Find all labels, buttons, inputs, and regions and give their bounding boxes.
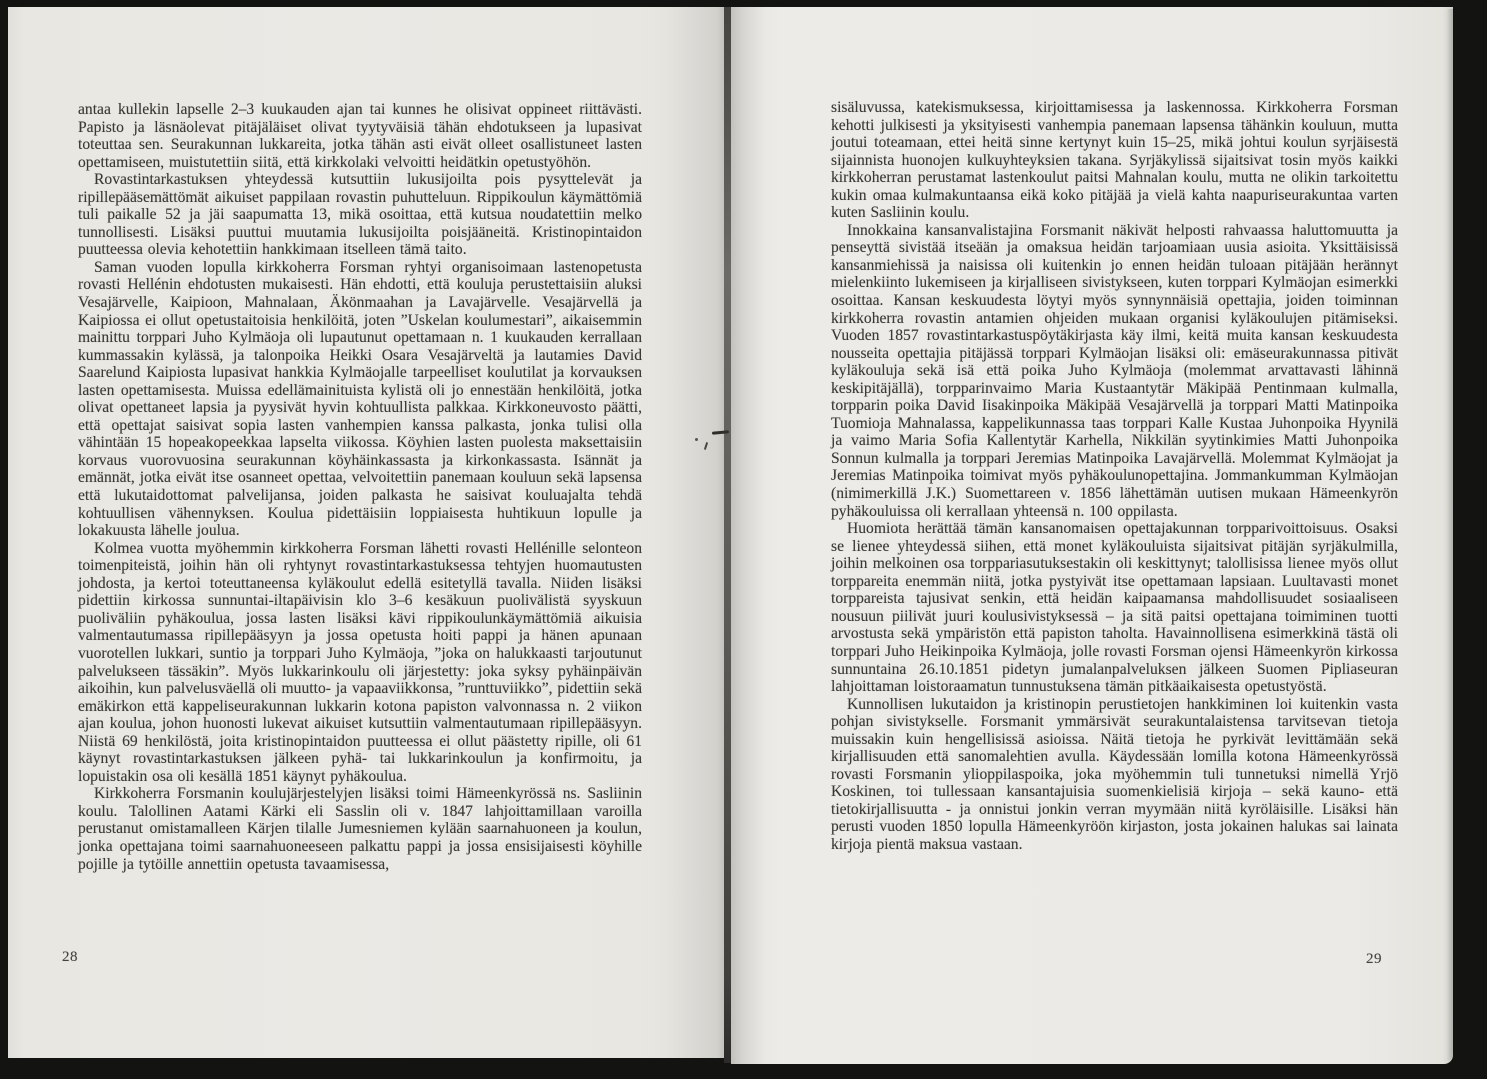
right-page [731,7,1453,1064]
gutter-shadow-right [731,7,765,1064]
paragraph: Huomiota herättää tämän kansanomaisen opettajakunnan torpparivoittoisuus. Osaksi se lienee yhteydessä siihen, että monet kyläkouluista sijaitsivat pitäjän syrjäkulmilla, joihin melkoinen osa torppariasutuksestakin oli keskittynyt; talollisissa lienee myös ollut torppareita enemmän niitä, jotka pystyivät itse opettamaan lapsiaan. Luultavasti monet torppareista tajusivat senkin, että heidän kaipaamansa mahdollisuudet sosiaaliseen nousuun piilivät juuri koulusivistyksessä – ja sitä paitsi opettajana toimiminen tuotti arvostusta sekä ympäristön että papiston taholta. Havainnollisena esimerkkinä tästä oli torppari Juho Heikinpoika Kylmäoja, jolle rovasti Forsman ojensi Hämeenkyrön kirkossa sunnuntaina 26.10.1851 pidetyn jumalanpalveluksen jälkeen Suomen Pipliaseuran lahjoittaman loistoraamatun tunnustuksena tämän pitkäaikaisesta opetustyöstä. [831,520,1398,696]
paragraph: Innokkaina kansanvalistajina Forsmanit näkivät helposti rahvaassa haluttomuutta ja penseyttä sivistää itseään ja omaksua heidän tarjoamiaan uusia asioita. Yksittäisissä kansanmiehissä ja naisissa oli kuitenkin jo ennen heidän tuloaan pitäjään herännyt mielenkiinto lukemiseen ja kirjalliseen sivistykseen, kuten torppari Kylmäojan esimerkki osoittaa. Kansan keskuudesta löytyi myös synnynnäisiä opettajia, joiden toiminnan kirkkoherra rovastin antamien ohjeiden mukaan organisi kyläkoulujen pitämiseksi. Vuoden 1857 rovastintarkastuspöytäkirjasta käy ilmi, keitä muita kansan keskuudesta nousseita opettajia pitäjässä torppari Kylmäojan lisäksi oli: emäseurakunnassa pitivät kyläkouluja sekä isä että poika Juho Kylmäoja (molemmat arvattavasti lähinnä keskipitäjällä), torpparinvaimo Maria Kustaantytär Mäkipää Pentinmaan kulmalla, torpparin poika David Iisakinpoika Mäkipää Vesajärvellä ja torppari Matti Matinpoika Tuomioja Mahnalassa, kappelikunnassa taas torppari Kalle Kustaa Juhonpoika Hyynilä ja vaimo Maria Sofia Kallentytär Karhella, Nikkilän syytinkimies Matti Juhonpoika Sonnun kulmalla ja torppari Jeremias Matinpoika Lavajärvellä. Molemmat Kylmäojat ja Jeremias Matinpoika toimivat myös pyhäkoulunopettajina. Jommankumman Kylmäojan (nimimerkillä J.K.) Suomettareen v. 1856 lähettämän uutisen mukaan Hämeenkyrön pyhäkouluissa oli kerrallaan yhteensä n. 100 oppilasta. [831,221,1398,520]
paragraph: Rovastintarkastuksen yhteydessä kutsuttiin lukusijoilta pois pysyttelevät ja ripillepääsemättömät aikuiset pappilaan rovastin puhutteluun. Rippikoulun käymättömiä tuli paikalle 52 ja jäi saapumatta 13, mikä osoittaa, että kutsua noudatettiin melko tunnollisesti. Lisäksi puuttui muutamia lukusijoilta poisjääneitä. Kristinopintaidon puutteessa olevia kehotettiin hankkimaan itselleen tämä taito. [78,171,642,259]
paragraph: Saman vuoden lopulla kirkkoherra Forsman ryhtyi organisoimaan lastenopetusta rovasti Hellénin ehdotusten mukaisesti. Hän ehdotti, että kouluja perustettaisiin aluksi Vesajärvelle, Kaipioon, Mahnalaan, Äkönmaahan ja Lavajärvelle. Vesajärvellä ja Kaipiossa ei ollut opetustaitoisia henkilöitä, joten ”Uskelan koulumestari”, aikaisemmin mainittu torppari Juho Kylmäoja oli lupautunut opettamaan n. 1 kuukauden kerrallaan kummassakin kylässä, ja talonpoika Heikki Osara Vesajärveltä ja lautamies David Saarelund Kaipiosta lupasivat hankkia Kylmäojalle tarpeelliset koulutilat ja korvauksen lasten opettamisesta. Muissa edellämainituista kylistä oli jo ennestään henkilöitä, jotka olivat opettaneet lapsia ja pyysivät hyvin kohtuullista palkkaa. Kirkkoneuvosto päätti, että opettajat saisivat sopia lasten vanhempien kanssa palkasta, jonka tulisi olla vähintään 15 hopeakopeekkaa lapselta viikossa. Köyhien lasten puolesta maksettaisiin korvaus vuorovuosina seurakunnan köyhäinkassasta ja kirkonkassasta. Isännät ja emännät, jotka eivät itse osanneet opettaa, velvoitettiin panemaan kouluun sekä lapsensa että lukutaidottomat palvelijansa, joiden palkasta he saisivat kouluajalta tehdä kohtuullisen vähennyksen. Koulua pidettäisiin loppiaisesta huhtikuun lopulle ja lokakuusta lähelle joulua. [78,258,642,540]
left-page [8,7,724,1058]
left-page-text [78,101,642,873]
right-page-number: 29 [1366,951,1382,967]
spine-gutter-line [724,7,731,1063]
gutter-shadow-left [664,7,724,1058]
paragraph: antaa kullekin lapselle 2–3 kuukauden ajan tai kunnes he olisivat oppineet riittävästi. Papisto ja läsnäolevat pitäjäläiset olivat tyytyväisiä tähän ehdotukseen ja lupasivat toteuttaa sen. Seurakunnan lukkareita, jotka tähän asti eivät olleet osallistuneet lasten opettamiseen, muistutettiin siitä, että kirkkolaki velvoitti heidätkin opetustyöhön. [78,101,642,171]
paragraph: Kolmea vuotta myöhemmin kirkkoherra Forsman lähetti rovasti Hellénille selonteon toimenpiteistä, joihin hän oli ryhtynyt rovastintarkastuksessa tehtyjen huomautusten johdosta, ja kertoi toteuttaneensa kyläkoulut edellä esitetyllä tavalla. Niiden lisäksi pidettiin kirkossa sunnuntai-iltapäivisin klo 3–6 kesäkuun puolivälistä syyskuun puoliväliin pyhäkoulua, jossa lasten lisäksi kävi rippikoulunkäymättömiä aikuisia valmentautumassa ripillepääsyyn ja jossa opetusta hoiti pappi ja hänen apunaan vuorotellen lukkari, suntio ja torppari Juho Kylmäoja, ”joka on halukkaasti tarjoutunut palvelukseen tässäkin”. Myös lukkarinkoulu oli järjestetty: joka syksy pyhäinpäivän aikoihin, kun palvelusväellä oli muutto- ja vapaaviikkonsa, ”runttuviikko”, pidettiin sekä emäkirkon että kappeliseurakunnan lukkarin kotona papiston valvonnassa n. 2 viikon ajan koulua, johon huonosti lukevat aikuiset kutsuttiin valmentautumaan ripillepääsyyn. Niistä 69 henkilöstä, joita kristinopintaidon puutteessa ei ollut päästetty ripille, oli 61 käynyt rovastintarkastuksen jälkeen pyhä- tai lukkarinkoulun ja konfirmoitu, ja lopuistakin osa oli kesällä 1851 käynyt pyhäkoulua. [78,539,642,785]
ink-smudge-dot [695,438,698,441]
paragraph: Kirkkoherra Forsmanin koulujärjestelyjen lisäksi toimi Hämeenkyrössä ns. Sasliinin koulu. Talollinen Aatami Kärki eli Sasslin oli v. 1847 lahjoittamillaan varoilla perustanut omistamalleen Kärjen tilalle Jumesniemen kylään saarnahuoneen ja koulun, jonka opettajana toimi saarnahuoneeseen palkattu pappi ja jossa ensisijaisesti köyhille pojille ja tytöille annettiin opetusta tavaamisessa, [78,785,642,873]
left-page-number: 28 [62,949,78,965]
paragraph: sisäluvussa, katekismuksessa, kirjoittamisessa ja laskennossa. Kirkkoherra Forsman kehotti julkisesti ja yksityisesti vanhempia panemaan lapsensa tähänkin kouluun, mutta joutui toteamaan, ettei heitä sinne kertynyt kuin 15–25, mikä johtui koulun syrjäisestä sijainnista huonojen kulkuyhteyksien takana. Syrjäkylissä sijaitsivat tosin myös kaikki kirkkoherran perustamat lastenkoulut paitsi Mahnalan koulu, mutta ne olikin tarkoitettu kukin omaa kulmakuntaansa eikä koko pitäjää ja vielä kahta naapuriseurakuntaa varten kuten Sasliinin koulu. [831,99,1398,222]
right-page-text [831,99,1398,854]
page-edge-stack [1443,9,1453,1062]
paragraph: Kunnollisen lukutaidon ja kristinopin perustietojen hankkiminen loi kuitenkin vasta pohjan sivistykselle. Forsmanit ymmärsivät seurakuntalaistensa tarvitsevan tietoja muissakin kuin hengellisissä asioissa. Näitä tietoja he pyrkivät levittämään sekä kirjallisuuden että sanomalehtien avulla. Käydessään lomilla kotona Hämeenkyrössä rovasti Forsmanin ylioppilaspoika, joka myöhemmin tuli tunnetuksi nimellä Yrjö Koskinen, toi tullessaan kansantajuisia suomenkielisiä kirjoja – sekä kauno- että tietokirjallisuutta - ja onnistui jonkin verran myymään niitä kyröläisille. Lisäksi hän perusti vuoden 1850 lopulla Hämeenkyröön kirjaston, josta jokainen halukas sai lainata kirjoja pientä maksua vastaan. [831,695,1398,853]
